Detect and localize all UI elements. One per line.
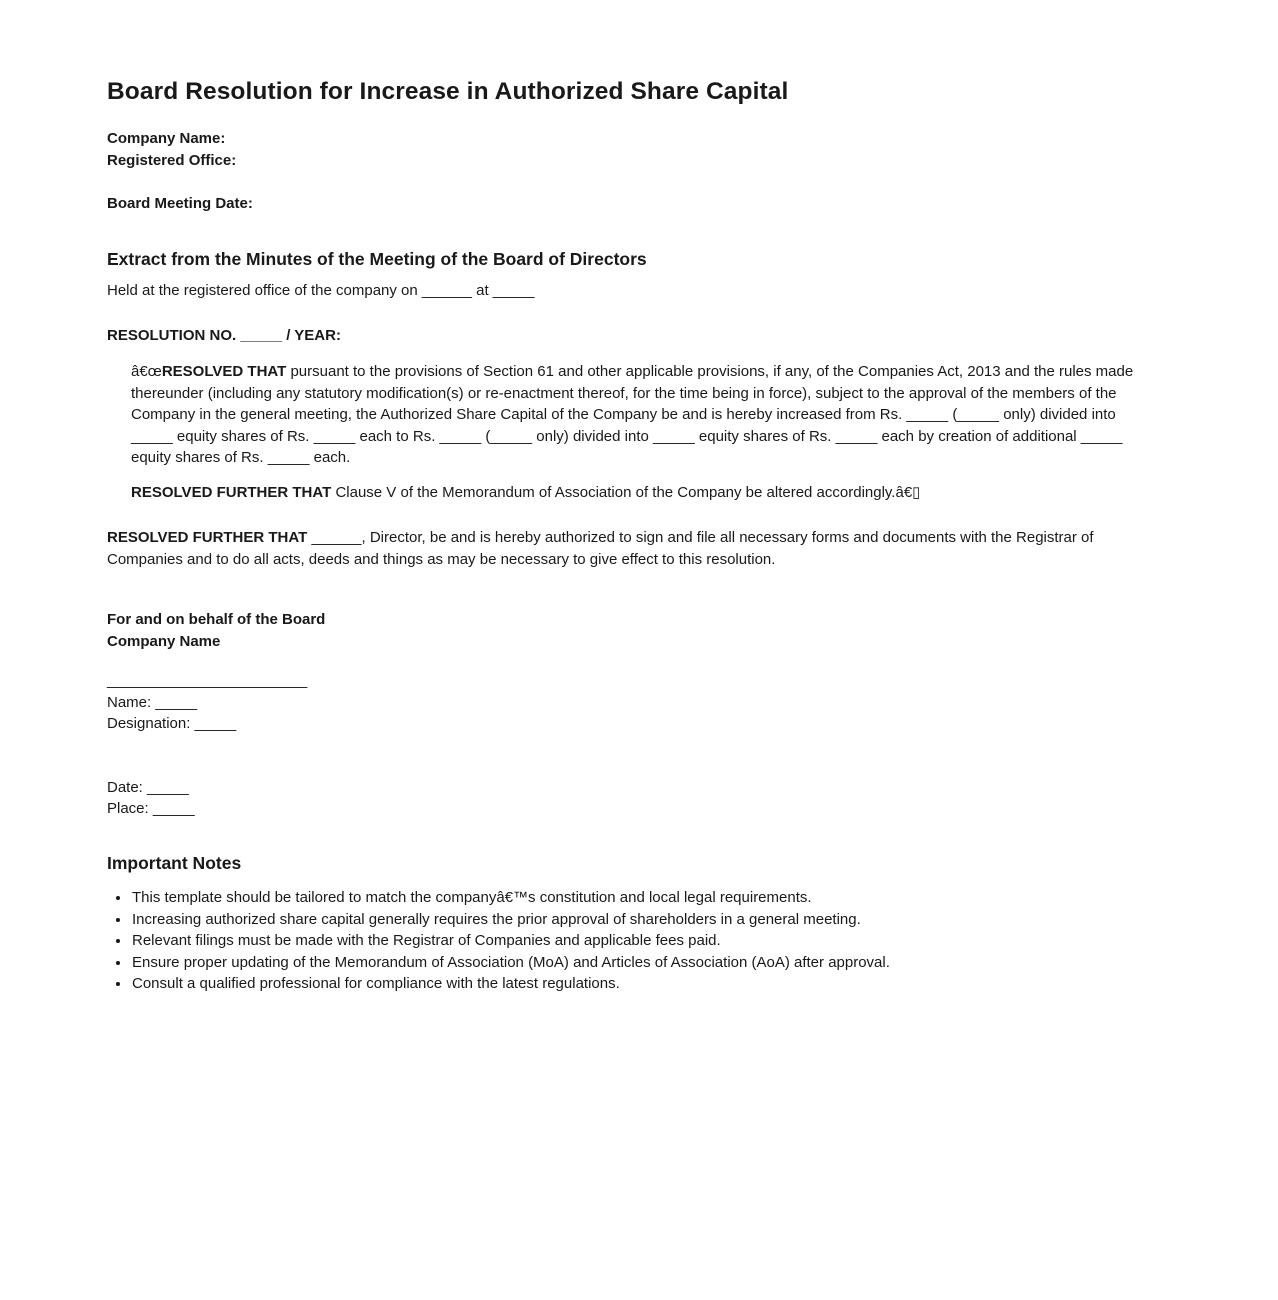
resolution-body <box>131 361 1149 504</box>
resolved-that-text: pursuant to the provisions of Section 61 and other applicable provisions, if any, of the Companies Act, 2013 and the rules made thereunder (including any statutory modification(s) or re-enactment thereof, for the time being in force), subject to the approval of the members of the Company in the general meeting, the Authorized Share Capital of the Company be and is hereby increased from Rs. _____ (_____ only) divided into _____ equity shares of Rs. _____ each to Rs. _____ (_____ only) divided into _____ equity shares of Rs. _____ each by creation of additional _____ equity shares of Rs. _____ each. <box>131 363 1134 466</box>
date-line: Date: _____ <box>107 778 189 796</box>
signature-block <box>107 609 1171 820</box>
note-item: • This template should be tailored to match the companyâ€™s constitution and local legal requirements. <box>131 887 1171 909</box>
resolved-further-director-keyword: RESOLVED FURTHER THAT <box>107 529 308 546</box>
resolved-further-clause-keyword: RESOLVED FURTHER THAT <box>131 484 332 501</box>
page-title: Board Resolution for Increase in Authorized Share Capital <box>107 78 789 105</box>
board-meeting-date-label: Board Meeting Date: <box>107 194 253 212</box>
resolved-that-keyword: RESOLVED THAT <box>161 363 287 380</box>
registered-office-label: Registered Office: <box>107 151 237 169</box>
signature-rule: ________________________ <box>107 672 308 689</box>
signature-name-line: Name: _____ <box>107 693 198 711</box>
important-notes-heading: Important Notes <box>107 853 242 873</box>
note-item: • Increasing authorized share capital generally requires the prior approval of shareholders in a general meeting. <box>131 909 1171 931</box>
note-item: • Ensure proper updating of the Memorandum of Association (MoA) and Articles of Association (AoA) after approval. <box>131 952 1171 974</box>
resolved-that-paragraph <box>131 361 1149 469</box>
held-at-line: Held at the registered office of the company on ______ at _____ <box>107 282 535 299</box>
resolved-further-director-text: ______, Director, be and is hereby authorized to sign and file all necessary forms and documents with the Registrar of Companies and to do all acts, deeds and things as may be necessary to give effect to this resolution. <box>107 529 1094 568</box>
company-name-label: Company Name: <box>107 130 226 147</box>
place-line: Place: _____ <box>107 800 195 817</box>
important-notes-list <box>107 887 1171 995</box>
for-board-line: For and on behalf of the Board <box>107 611 326 628</box>
resolved-that-open-quote: â€œ <box>131 363 162 380</box>
resolved-further-clause-paragraph <box>131 482 1149 504</box>
signature-designation-line: Designation: _____ <box>107 715 237 732</box>
resolved-further-director-paragraph <box>107 527 1171 570</box>
resolved-further-clause-text: Clause V of the Memorandum of Association of the Company be altered accordingly.â€▯ <box>331 484 921 501</box>
signature-company-name-line: Company Name <box>107 632 221 650</box>
note-item: • Consult a qualified professional for compliance with the latest regulations. <box>131 973 1171 995</box>
extract-heading: Extract from the Minutes of the Meeting of the Board of Directors <box>107 249 647 269</box>
note-item: • Relevant filings must be made with the Registrar of Companies and applicable fees paid. <box>131 930 1171 952</box>
resolution-no-line: RESOLUTION NO. _____ / YEAR: <box>107 327 341 344</box>
